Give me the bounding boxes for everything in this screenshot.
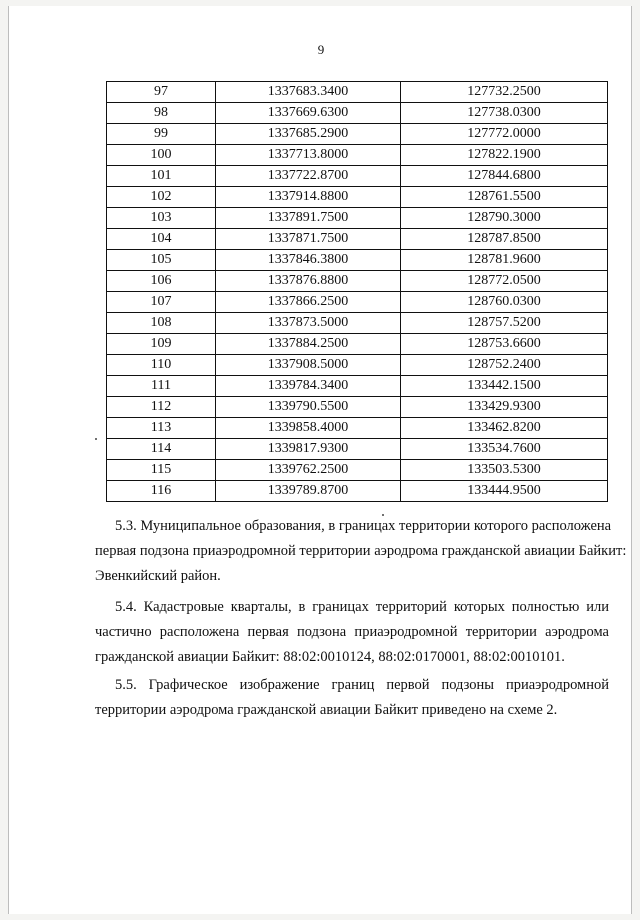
point-number-cell: 113 xyxy=(107,418,216,439)
point-number-cell: 104 xyxy=(107,229,216,250)
x-coordinate-cell: 1339784.3400 xyxy=(216,376,401,397)
x-coordinate-cell: 1339790.5500 xyxy=(216,397,401,418)
point-number-cell: 97 xyxy=(107,82,216,103)
point-number-cell: 105 xyxy=(107,250,216,271)
paragraph-line: 5.3. Муниципальное образования, в границах территории которого расположена xyxy=(115,518,612,534)
point-number-cell: 106 xyxy=(107,271,216,292)
y-coordinate-cell: 133442.1500 xyxy=(401,376,608,397)
paragraph-5-5 xyxy=(95,673,609,723)
x-coordinate-cell: 1337713.8000 xyxy=(216,145,401,166)
y-coordinate-cell: 128781.9600 xyxy=(401,250,608,271)
x-coordinate-cell: 1339858.4000 xyxy=(216,418,401,439)
table-row xyxy=(107,334,608,355)
paragraph-line: 5.5. Графическое изображение границ первой подзоны приаэродромной xyxy=(115,677,609,693)
point-number-cell: 102 xyxy=(107,187,216,208)
point-number-cell: 108 xyxy=(107,313,216,334)
y-coordinate-cell: 128772.0500 xyxy=(401,271,608,292)
y-coordinate-cell: 127738.0300 xyxy=(401,103,608,124)
x-coordinate-cell: 1339789.8700 xyxy=(216,481,401,502)
coordinates-table-body xyxy=(107,82,608,502)
x-coordinate-cell: 1337683.3400 xyxy=(216,82,401,103)
x-coordinate-cell: 1337914.8800 xyxy=(216,187,401,208)
table-row xyxy=(107,460,608,481)
table-row xyxy=(107,229,608,250)
y-coordinate-cell: 127844.6800 xyxy=(401,166,608,187)
y-coordinate-cell: 133534.7600 xyxy=(401,439,608,460)
y-coordinate-cell: 128790.3000 xyxy=(401,208,608,229)
x-coordinate-cell: 1337891.7500 xyxy=(216,208,401,229)
point-number-cell: 98 xyxy=(107,103,216,124)
table-row xyxy=(107,208,608,229)
y-coordinate-cell: 128760.0300 xyxy=(401,292,608,313)
table-row xyxy=(107,124,608,145)
table-row xyxy=(107,145,608,166)
y-coordinate-cell: 128752.2400 xyxy=(401,355,608,376)
document-page xyxy=(8,6,632,914)
point-number-cell: 109 xyxy=(107,334,216,355)
table-row xyxy=(107,355,608,376)
table-row xyxy=(107,313,608,334)
point-number-cell: 111 xyxy=(107,376,216,397)
table-row xyxy=(107,82,608,103)
paragraph-line: территории аэродрома гражданской авиации Байкит приведено на схеме 2. xyxy=(95,702,558,718)
table-row xyxy=(107,397,608,418)
paragraph-5-4 xyxy=(95,595,609,670)
x-coordinate-cell: 1337871.7500 xyxy=(216,229,401,250)
table-row xyxy=(107,271,608,292)
point-number-cell: 103 xyxy=(107,208,216,229)
y-coordinate-cell: 133503.5300 xyxy=(401,460,608,481)
table-row xyxy=(107,418,608,439)
table-row xyxy=(107,187,608,208)
paragraph-5-3 xyxy=(95,514,627,589)
table-row xyxy=(107,250,608,271)
point-number-cell: 112 xyxy=(107,397,216,418)
point-number-cell: 101 xyxy=(107,166,216,187)
y-coordinate-cell: 127772.0000 xyxy=(401,124,608,145)
paragraph-line: Эвенкийский район. xyxy=(95,568,221,584)
scan-speck xyxy=(95,438,97,440)
table-row xyxy=(107,166,608,187)
x-coordinate-cell: 1337884.2500 xyxy=(216,334,401,355)
y-coordinate-cell: 127822.1900 xyxy=(401,145,608,166)
point-number-cell: 100 xyxy=(107,145,216,166)
x-coordinate-cell: 1339817.9300 xyxy=(216,439,401,460)
paragraph-line: частично расположена первая подзона приаэродромной территории аэродрома xyxy=(95,624,609,640)
x-coordinate-cell: 1337873.5000 xyxy=(216,313,401,334)
x-coordinate-cell: 1337846.3800 xyxy=(216,250,401,271)
x-coordinate-cell: 1337866.2500 xyxy=(216,292,401,313)
paragraph-line: 5.4. Кадастровые кварталы, в границах территорий которых полностью или xyxy=(115,599,609,615)
x-coordinate-cell: 1337876.8800 xyxy=(216,271,401,292)
point-number-cell: 110 xyxy=(107,355,216,376)
y-coordinate-cell: 133429.9300 xyxy=(401,397,608,418)
point-number-cell: 114 xyxy=(107,439,216,460)
table-row xyxy=(107,292,608,313)
y-coordinate-cell: 128787.8500 xyxy=(401,229,608,250)
table-row xyxy=(107,481,608,502)
y-coordinate-cell: 127732.2500 xyxy=(401,82,608,103)
page-number: 9 xyxy=(317,42,325,57)
paragraph-line: первая подзона приаэродромной территории аэродрома гражданской авиации Байкит: xyxy=(95,543,627,559)
table-row xyxy=(107,376,608,397)
x-coordinate-cell: 1337908.5000 xyxy=(216,355,401,376)
point-number-cell: 115 xyxy=(107,460,216,481)
table-row xyxy=(107,103,608,124)
x-coordinate-cell: 1337669.6300 xyxy=(216,103,401,124)
y-coordinate-cell: 128753.6600 xyxy=(401,334,608,355)
y-coordinate-cell: 133462.8200 xyxy=(401,418,608,439)
scan-speck xyxy=(382,514,384,516)
x-coordinate-cell: 1337722.8700 xyxy=(216,166,401,187)
point-number-cell: 99 xyxy=(107,124,216,145)
x-coordinate-cell: 1337685.2900 xyxy=(216,124,401,145)
paragraph-line: гражданской авиации Байкит: 88:02:0010124, 88:02:0170001, 88:02:0010101. xyxy=(95,649,565,665)
coordinates-table xyxy=(106,81,608,502)
table-row xyxy=(107,439,608,460)
point-number-cell: 116 xyxy=(107,481,216,502)
point-number-cell: 107 xyxy=(107,292,216,313)
y-coordinate-cell: 133444.9500 xyxy=(401,481,608,502)
y-coordinate-cell: 128761.5500 xyxy=(401,187,608,208)
y-coordinate-cell: 128757.5200 xyxy=(401,313,608,334)
x-coordinate-cell: 1339762.2500 xyxy=(216,460,401,481)
